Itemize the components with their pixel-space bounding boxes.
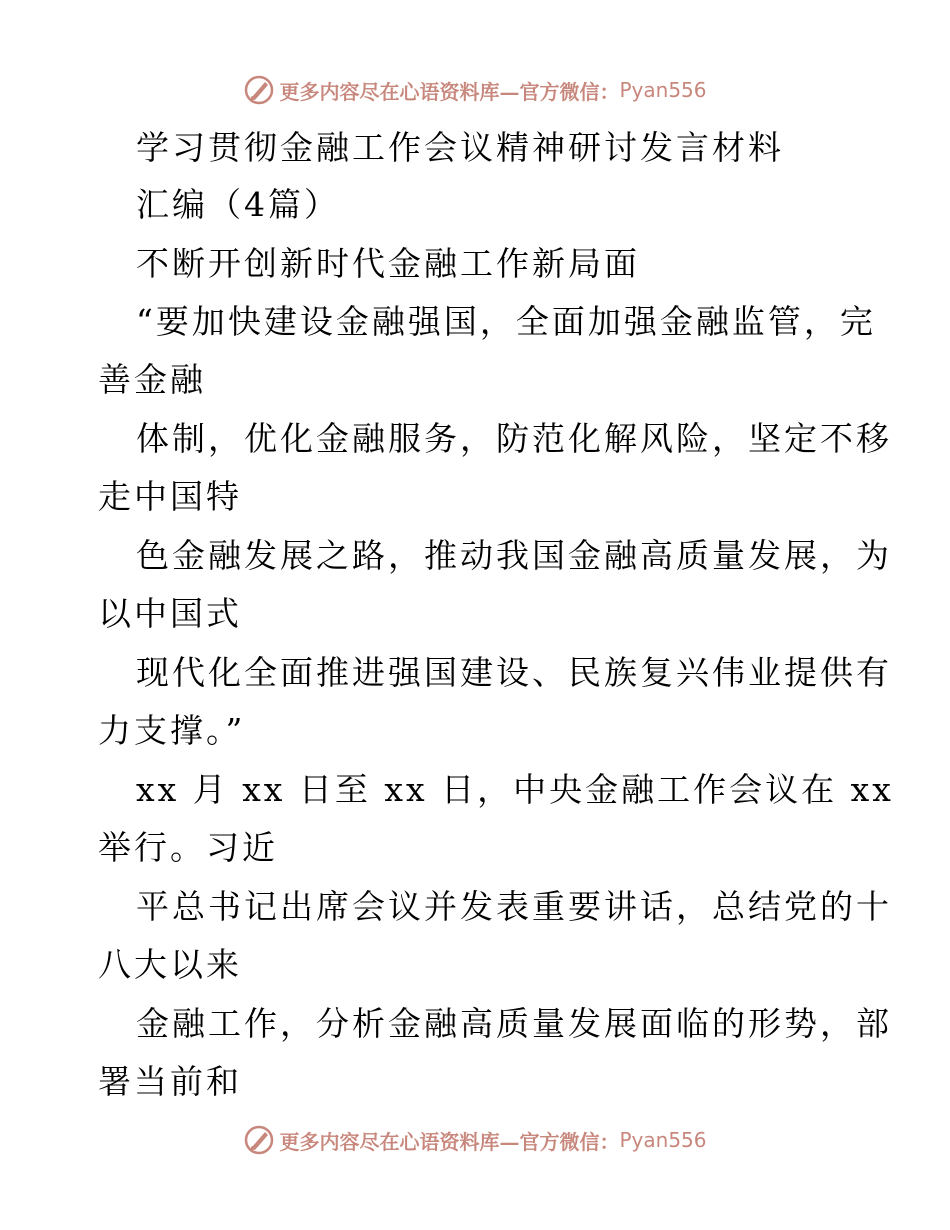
watermark-wechat-id: Pyan556 (619, 78, 707, 102)
text-line: 体制，优化金融服务，防范化解风险，坚定不移 (136, 419, 892, 458)
pen-logo-icon (243, 74, 275, 106)
section-heading: 不断开创新时代金融工作新局面 (136, 244, 640, 283)
watermark-wechat-id: Pyan556 (619, 1128, 707, 1152)
footer-watermark (0, 1120, 950, 1160)
header-watermark (0, 70, 950, 110)
text-line: 善金融 (98, 360, 206, 399)
text-line: 八大以来 (98, 945, 242, 984)
text-line: 平总书记出席会议并发表重要讲话，总结党的十 (136, 887, 892, 926)
text-line: 金融工作，分析金融高质量发展面临的形势，部 (136, 1004, 892, 1043)
text-line: 力支撑。” (98, 711, 246, 750)
text-line: “要加快建设金融强国，全面加强金融监管，完 (136, 302, 876, 341)
watermark-text: 更多内容尽在心语资料库—官方微信： (279, 1129, 620, 1154)
document-title-line-1: 学习贯彻金融工作会议精神研讨发言材料 (136, 128, 784, 167)
text-line: 以中国式 (98, 594, 242, 633)
document-title-line-2: 汇编（4篇） (136, 185, 340, 224)
text-line: 举行。习近 (98, 828, 278, 867)
pen-logo-icon (243, 1124, 275, 1156)
text-line: xx 月 xx 日至 xx 日，中央金融工作会议在 xx (136, 770, 894, 809)
text-line: 署当前和 (98, 1062, 242, 1101)
text-line: 走中国特 (98, 477, 242, 516)
watermark-text: 更多内容尽在心语资料库—官方微信： (279, 79, 620, 104)
text-line: 色金融发展之路，推动我国金融高质量发展，为 (136, 536, 892, 575)
text-line: 现代化全面推进强国建设、民族复兴伟业提供有 (136, 653, 892, 692)
